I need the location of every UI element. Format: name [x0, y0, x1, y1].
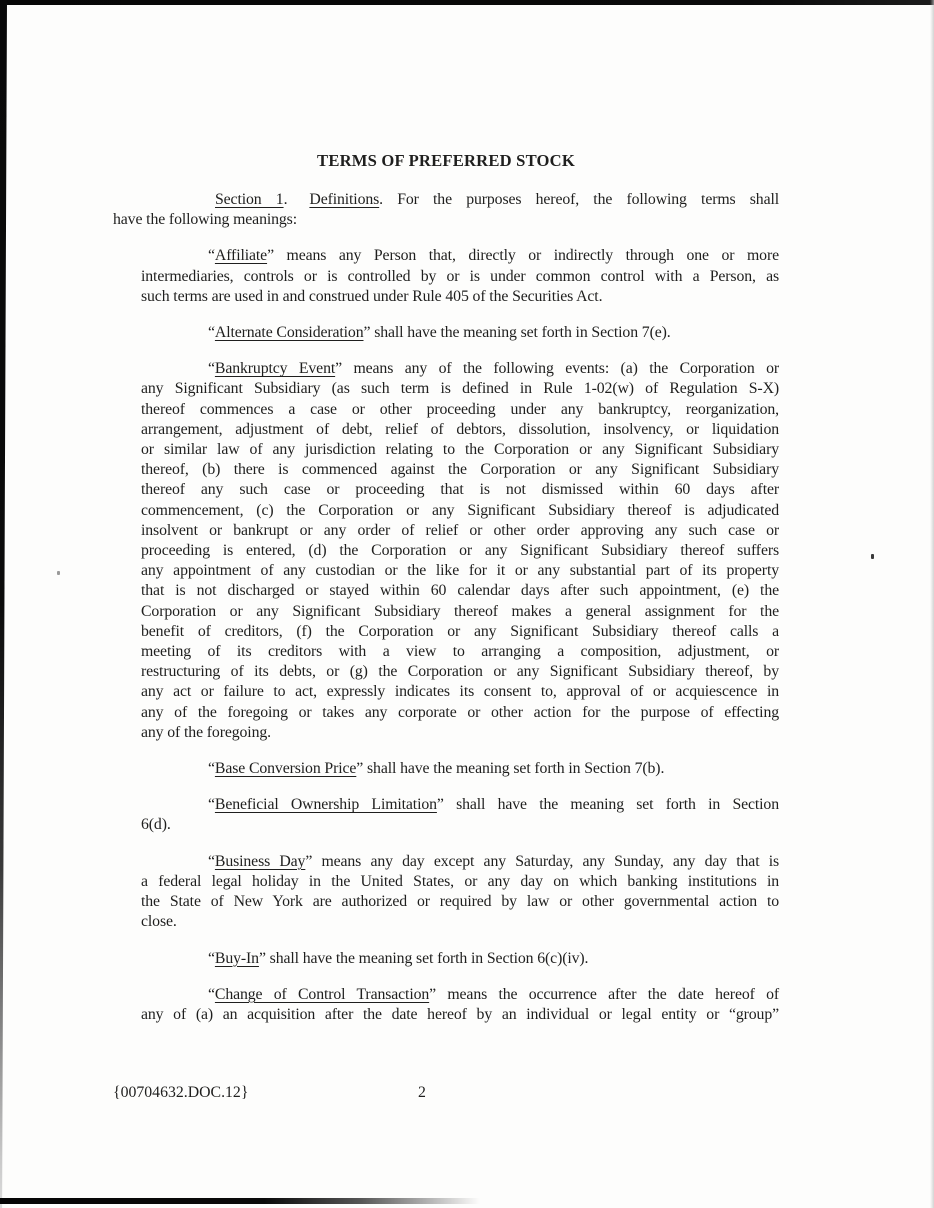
- text-line: [141, 723, 779, 743]
- text-segment: intermediaries, controls or is controlled by or is under common control with a Person, as: [141, 267, 779, 285]
- text-segment: any of the foregoing.: [141, 723, 271, 741]
- scan-edge-bottom: [0, 1198, 480, 1204]
- text-segment: ” shall have the meaning set forth in Section: [436, 796, 779, 814]
- scan-speck: [871, 554, 874, 559]
- text-segment: any act or failure to act, expressly indicates its consent to, approval of or acquiescence in: [141, 683, 779, 701]
- scan-speck: [57, 571, 60, 575]
- text-segment: ” means the occurrence after the date hereof of: [429, 985, 780, 1003]
- text-line: [141, 581, 779, 601]
- text-line: [141, 480, 779, 500]
- paragraph-affiliate: [141, 246, 779, 307]
- text-segment: any Significant Subsidiary (as such term is defined in Rule 1-02(w) of Regulation S-X): [141, 380, 779, 398]
- scan-edge-left: [0, 0, 7, 1208]
- text-line: [141, 287, 779, 307]
- text-segment: “: [208, 796, 215, 814]
- page-number: 2: [418, 1084, 426, 1101]
- defined-term: Section 1: [215, 191, 284, 208]
- paragraph-base-conversion-price: [141, 759, 779, 779]
- defined-term: Alternate Consideration: [214, 324, 364, 342]
- text-segment: any of the foregoing or takes any corporate or other action for the purpose of effecting: [141, 703, 779, 721]
- text-line: [113, 210, 779, 230]
- text-segment: “: [208, 760, 215, 778]
- text-segment: any appointment of any custodian or the like for it or any substantial part of its property: [141, 562, 779, 580]
- text-line: [141, 460, 779, 480]
- text-segment: ” means any Person that, directly or indirectly through one or more: [267, 247, 779, 265]
- text-line: [141, 642, 779, 662]
- text-line: [141, 400, 779, 420]
- text-line: [113, 190, 779, 210]
- text-segment: such terms are used in and construed under Rule 405 of the Securities Act.: [141, 287, 603, 305]
- defined-term: Change of Control Transaction: [214, 985, 430, 1003]
- document-reference: {00704632.DOC.12}: [113, 1084, 249, 1101]
- text-segment: arrangement, adjustment of debt, relief of debtors, dissolution, insolvency, or liquidation: [141, 420, 779, 438]
- text-segment: Corporation or any Significant Subsidiary thereof makes a general assignment for the: [141, 602, 779, 620]
- text-line: [141, 420, 779, 440]
- text-line: [141, 359, 779, 379]
- text-segment: ” means any day except any Saturday, any Sunday, any day that is: [305, 852, 779, 870]
- text-line: [141, 541, 779, 561]
- text-segment: “: [208, 247, 215, 265]
- defined-term: Affiliate: [214, 247, 268, 265]
- text-line: [141, 561, 779, 581]
- text-line: [141, 795, 779, 815]
- text-segment: or similar law of any jurisdiction relating to the Corporation or any Significant Subsidiary: [141, 441, 779, 459]
- tab-gap: [287, 203, 309, 204]
- text-segment: “: [208, 360, 215, 378]
- text-segment: . For the purposes hereof, the following terms shall: [379, 191, 780, 208]
- text-segment: “: [208, 852, 215, 870]
- text-segment: “: [208, 949, 215, 967]
- paragraph-beneficial-ownership-limitation: [141, 795, 779, 835]
- text-line: [141, 622, 779, 642]
- text-segment: have the following meanings:: [113, 211, 297, 229]
- defined-term: Beneficial Ownership Limitation: [214, 796, 437, 814]
- defined-term: Buy-In: [214, 949, 259, 967]
- paragraph-business-day: [141, 852, 779, 933]
- text-line: [141, 872, 779, 892]
- text-segment: benefit of creditors, (f) the Corporation or any Significant Subsidiary thereof calls a: [141, 622, 779, 640]
- text-segment: ” shall have the meaning set forth in Section 7(b).: [356, 760, 665, 778]
- text-line: [141, 892, 779, 912]
- defined-term: Definitions: [309, 191, 380, 208]
- text-segment: ” shall have the meaning set forth in Section 6(c)(iv).: [258, 949, 589, 967]
- text-segment: any of (a) an acquisition after the date hereof by an individual or legal entity or “group”: [141, 1005, 779, 1023]
- text-segment: 6(d).: [141, 816, 171, 834]
- text-line: [141, 985, 779, 1005]
- text-line: [141, 246, 779, 266]
- text-line: [141, 815, 779, 835]
- text-segment: close.: [141, 913, 177, 931]
- text-line: [141, 662, 779, 682]
- text-segment: thereof, (b) there is commenced against the Corporation or any Significant Subsidiary: [141, 461, 779, 479]
- text-segment: “: [208, 324, 215, 342]
- text-segment: .: [283, 191, 288, 208]
- paragraph-buy-in: [141, 949, 779, 969]
- text-segment: insolvent or bankrupt or any order of relief or other order approving any such case or: [141, 521, 779, 539]
- text-line: [141, 852, 779, 872]
- text-line: [141, 759, 779, 779]
- text-segment: restructuring of its debts, or (g) the Corporation or any Significant Subsidiary thereof, by: [141, 663, 779, 681]
- page-title: TERMS OF PREFERRED STOCK: [317, 151, 575, 170]
- text-segment: thereof any such case or proceeding that is not dismissed within 60 days after: [141, 481, 779, 499]
- paragraph-section-1-definitions: [113, 190, 779, 230]
- text-line: [141, 267, 779, 287]
- text-line: [141, 949, 779, 969]
- text-line: [141, 703, 779, 723]
- text-line: [141, 521, 779, 541]
- text-segment: meeting of its creditors with a view to arranging a composition, adjustment, or: [141, 643, 779, 661]
- defined-term: Bankruptcy Event: [214, 360, 336, 378]
- text-line: [141, 682, 779, 702]
- paragraph-change-of-control-transaction: [141, 985, 779, 1025]
- paragraph-bankruptcy-event: [141, 359, 779, 743]
- text-line: [141, 501, 779, 521]
- text-segment: proceeding is entered, (d) the Corporation or any Significant Subsidiary thereof suffers: [141, 542, 779, 560]
- text-line: [141, 440, 779, 460]
- document-body: [113, 0, 779, 1041]
- text-segment: thereof commences a case or other proceeding under any bankruptcy, reorganization,: [141, 400, 779, 418]
- text-line: [141, 1005, 779, 1025]
- defined-term: Base Conversion Price: [214, 760, 357, 778]
- text-segment: ” shall have the meaning set forth in Section 7(e).: [363, 324, 671, 342]
- text-line: [141, 912, 779, 932]
- text-segment: ” means any of the following events: (a) the Corporation or: [335, 360, 779, 378]
- text-segment: that is not discharged or stayed within 60 calendar days after such appointment, (e) the: [141, 582, 779, 600]
- text-segment: commencement, (c) the Corporation or any Significant Subsidiary thereof is adjudicated: [141, 501, 779, 519]
- text-line: [141, 323, 779, 343]
- text-line: [141, 379, 779, 399]
- paragraph-alternate-consideration: [141, 323, 779, 343]
- defined-term: Business Day: [214, 852, 306, 870]
- text-segment: a federal legal holiday in the United States, or any day on which banking institutions in: [141, 872, 779, 890]
- text-segment: “: [208, 985, 215, 1003]
- paragraph-list: [113, 190, 779, 1025]
- text-segment: the State of New York are authorized or required by law or other governmental action to: [141, 893, 779, 911]
- scan-edge-right: [930, 0, 934, 1208]
- text-line: [141, 602, 779, 622]
